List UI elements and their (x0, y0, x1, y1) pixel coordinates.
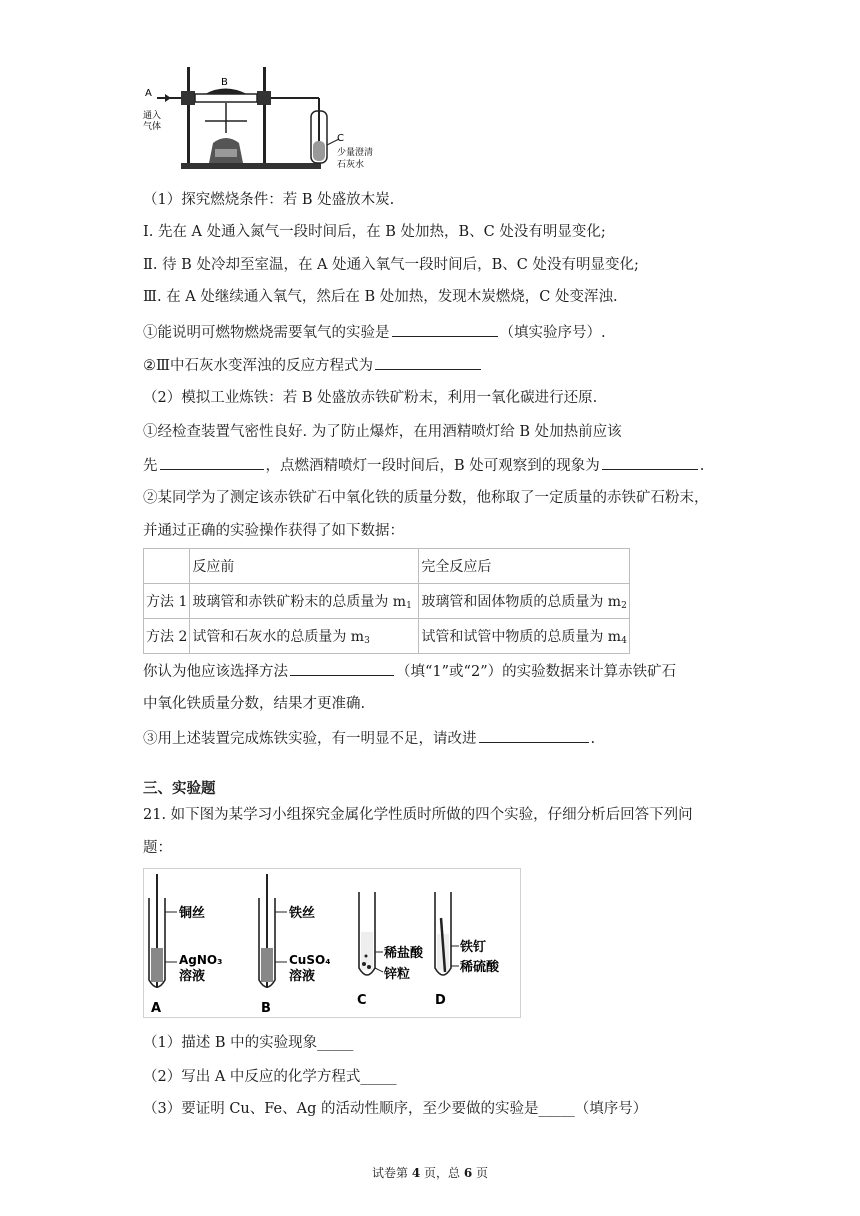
p2q1-end: . (699, 458, 705, 474)
table-cell: 方法 2 (144, 619, 190, 654)
label-c: C (337, 133, 344, 144)
tube-c-solid: 锌粒 (384, 967, 411, 982)
step-2: Ⅱ. 待 B 处冷却至室温，在 A 处通入氧气一段时间后，B、C 处没有明显变化; (143, 257, 639, 273)
table-cell (190, 584, 419, 619)
answer-blank[interactable] (602, 455, 698, 470)
question-21-line1: 21. 如下图为某学习小组探究金属化学性质时所做的四个实验，仔细分析后回答下列问 (143, 807, 693, 823)
tube-c-label: C (357, 993, 367, 1008)
question-1-suffix: （填实验序号）. (499, 325, 606, 341)
tube-a-solution-2: 溶液 (179, 969, 206, 984)
apparatus-figure (143, 63, 383, 175)
tube-b (259, 874, 330, 1016)
question-1 (143, 322, 606, 343)
tube-b-solution-2: 溶液 (289, 969, 316, 984)
label-a: A (145, 88, 152, 99)
subscript: 2 (621, 601, 627, 611)
inlet-label-2: 气体 (143, 122, 162, 132)
tube-b-wire: 铁丝 (289, 906, 316, 921)
footer-pre: 试卷第 (371, 1166, 412, 1180)
answer-blank[interactable] (160, 455, 264, 470)
part2-question-2-line2: 并通过正确的实验操作获得了如下数据： (143, 523, 404, 539)
page-footer (0, 1164, 860, 1181)
sub-question-1: （1）描述 B 中的实验现象_____ (143, 1035, 354, 1051)
part2-title: （2）模拟工业炼铁：若 B 处盛放赤铁矿粉末，利用一氧化碳进行还原. (143, 390, 598, 406)
data-table (143, 548, 630, 654)
part2-question-1-line1: ①经检查装置气密性良好. 为了防止爆炸，在用酒精喷灯给 B 处加热前应该 (143, 424, 622, 440)
choose-pre: 你认为他应该选择方法 (143, 664, 288, 680)
improve-line (143, 728, 595, 749)
label-b: B (221, 77, 228, 88)
page-number: 4 (411, 1166, 421, 1180)
test-tubes-figure (143, 868, 521, 1018)
table-cell (144, 549, 190, 584)
table-cell: 完全反应后 (419, 549, 630, 584)
tube-a-solution-1: AgNO₃ (179, 953, 223, 967)
question-2-text: ②Ⅲ中石灰水变浑浊的反应方程式为 (143, 358, 373, 374)
question-21-line2: 题： (143, 840, 172, 856)
question-1-text: ①能说明可燃物燃烧需要氧气的实验是 (143, 325, 390, 341)
sub-question-2: （2）写出 A 中反应的化学方程式_____ (143, 1069, 397, 1085)
step-1: Ⅰ. 先在 A 处通入氮气一段时间后，在 B 处加热，B、C 处没有明显变化; (143, 224, 606, 240)
choose-method-line1 (143, 661, 676, 682)
choose-method-line2: 中氧化铁质量分数，结果才更准确. (143, 696, 366, 712)
choose-post: （填“1”或“2”）的实验数据来计算赤铁矿石 (396, 664, 677, 680)
answer-blank[interactable] (479, 728, 589, 743)
table-cell: 方法 1 (144, 584, 190, 619)
limewater-label-1: 少量澄清 (337, 148, 374, 158)
tube-d-nail: 铁钉 (460, 940, 487, 955)
table-row (144, 549, 630, 584)
table-cell: 反应前 (190, 549, 419, 584)
footer-post: 页 (472, 1166, 488, 1180)
tube-a-wire: 铜丝 (179, 906, 206, 921)
subscript: 1 (406, 601, 412, 611)
section-3-title: 三、实验题 (143, 781, 216, 797)
table-cell (190, 619, 419, 654)
tube-c-acid: 稀盐酸 (384, 946, 424, 961)
tube-d-label: D (435, 993, 446, 1008)
part2-question-1-line2 (143, 455, 704, 476)
tube-c (357, 892, 424, 1008)
cell-text: 试管和石灰水的总质量为 m (192, 629, 365, 645)
subscript: 4 (621, 636, 627, 646)
answer-blank[interactable] (375, 355, 481, 370)
tube-a-label: A (151, 1001, 162, 1016)
table-cell (419, 584, 630, 619)
tube-b-label: B (261, 1001, 271, 1016)
step-3: Ⅲ. 在 A 处继续通入氧气，然后在 B 处加热，发现木炭燃烧，C 处变浑浊. (143, 289, 618, 305)
question-2 (143, 355, 483, 376)
tube-a (149, 874, 222, 1016)
tube-b-solution-1: CuSO₄ (289, 953, 331, 967)
answer-blank[interactable] (290, 661, 394, 676)
improve-text: ③用上述装置完成炼铁实验，有一明显不足，请改进 (143, 731, 477, 747)
tube-d (435, 892, 500, 1008)
inlet-label-1: 通入 (143, 111, 162, 121)
part2-question-2-line1: ②某同学为了测定该赤铁矿石中氧化铁的质量分数，他称取了一定质量的赤铁矿石粉末， (143, 490, 709, 506)
part1-title: （1）探究燃烧条件：若 B 处盛放木炭. (143, 192, 395, 208)
limewater-label-2: 石灰水 (337, 160, 365, 170)
cell-text: 玻璃管和固体物质的总质量为 m (421, 594, 622, 610)
p2q1-pre: 先 (143, 458, 158, 474)
subscript: 3 (364, 636, 370, 646)
p2q1-mid: ，点燃酒精喷灯一段时间后，B 处可观察到的现象为 (265, 458, 600, 474)
table-row (144, 584, 630, 619)
cell-text: 玻璃管和赤铁矿粉末的总质量为 m (192, 594, 407, 610)
improve-end: . (590, 731, 596, 747)
cell-text: 试管和试管中物质的总质量为 m (421, 629, 622, 645)
sub-question-3: （3）要证明 Cu、Fe、Ag 的活动性顺序，至少要做的实验是_____（填序号） (143, 1101, 648, 1117)
answer-blank[interactable] (392, 322, 498, 337)
tube-d-acid: 稀硫酸 (460, 960, 500, 975)
table-row (144, 619, 630, 654)
table-cell (419, 619, 630, 654)
page-total: 6 (463, 1166, 473, 1180)
footer-mid: 页，总 (420, 1166, 464, 1180)
